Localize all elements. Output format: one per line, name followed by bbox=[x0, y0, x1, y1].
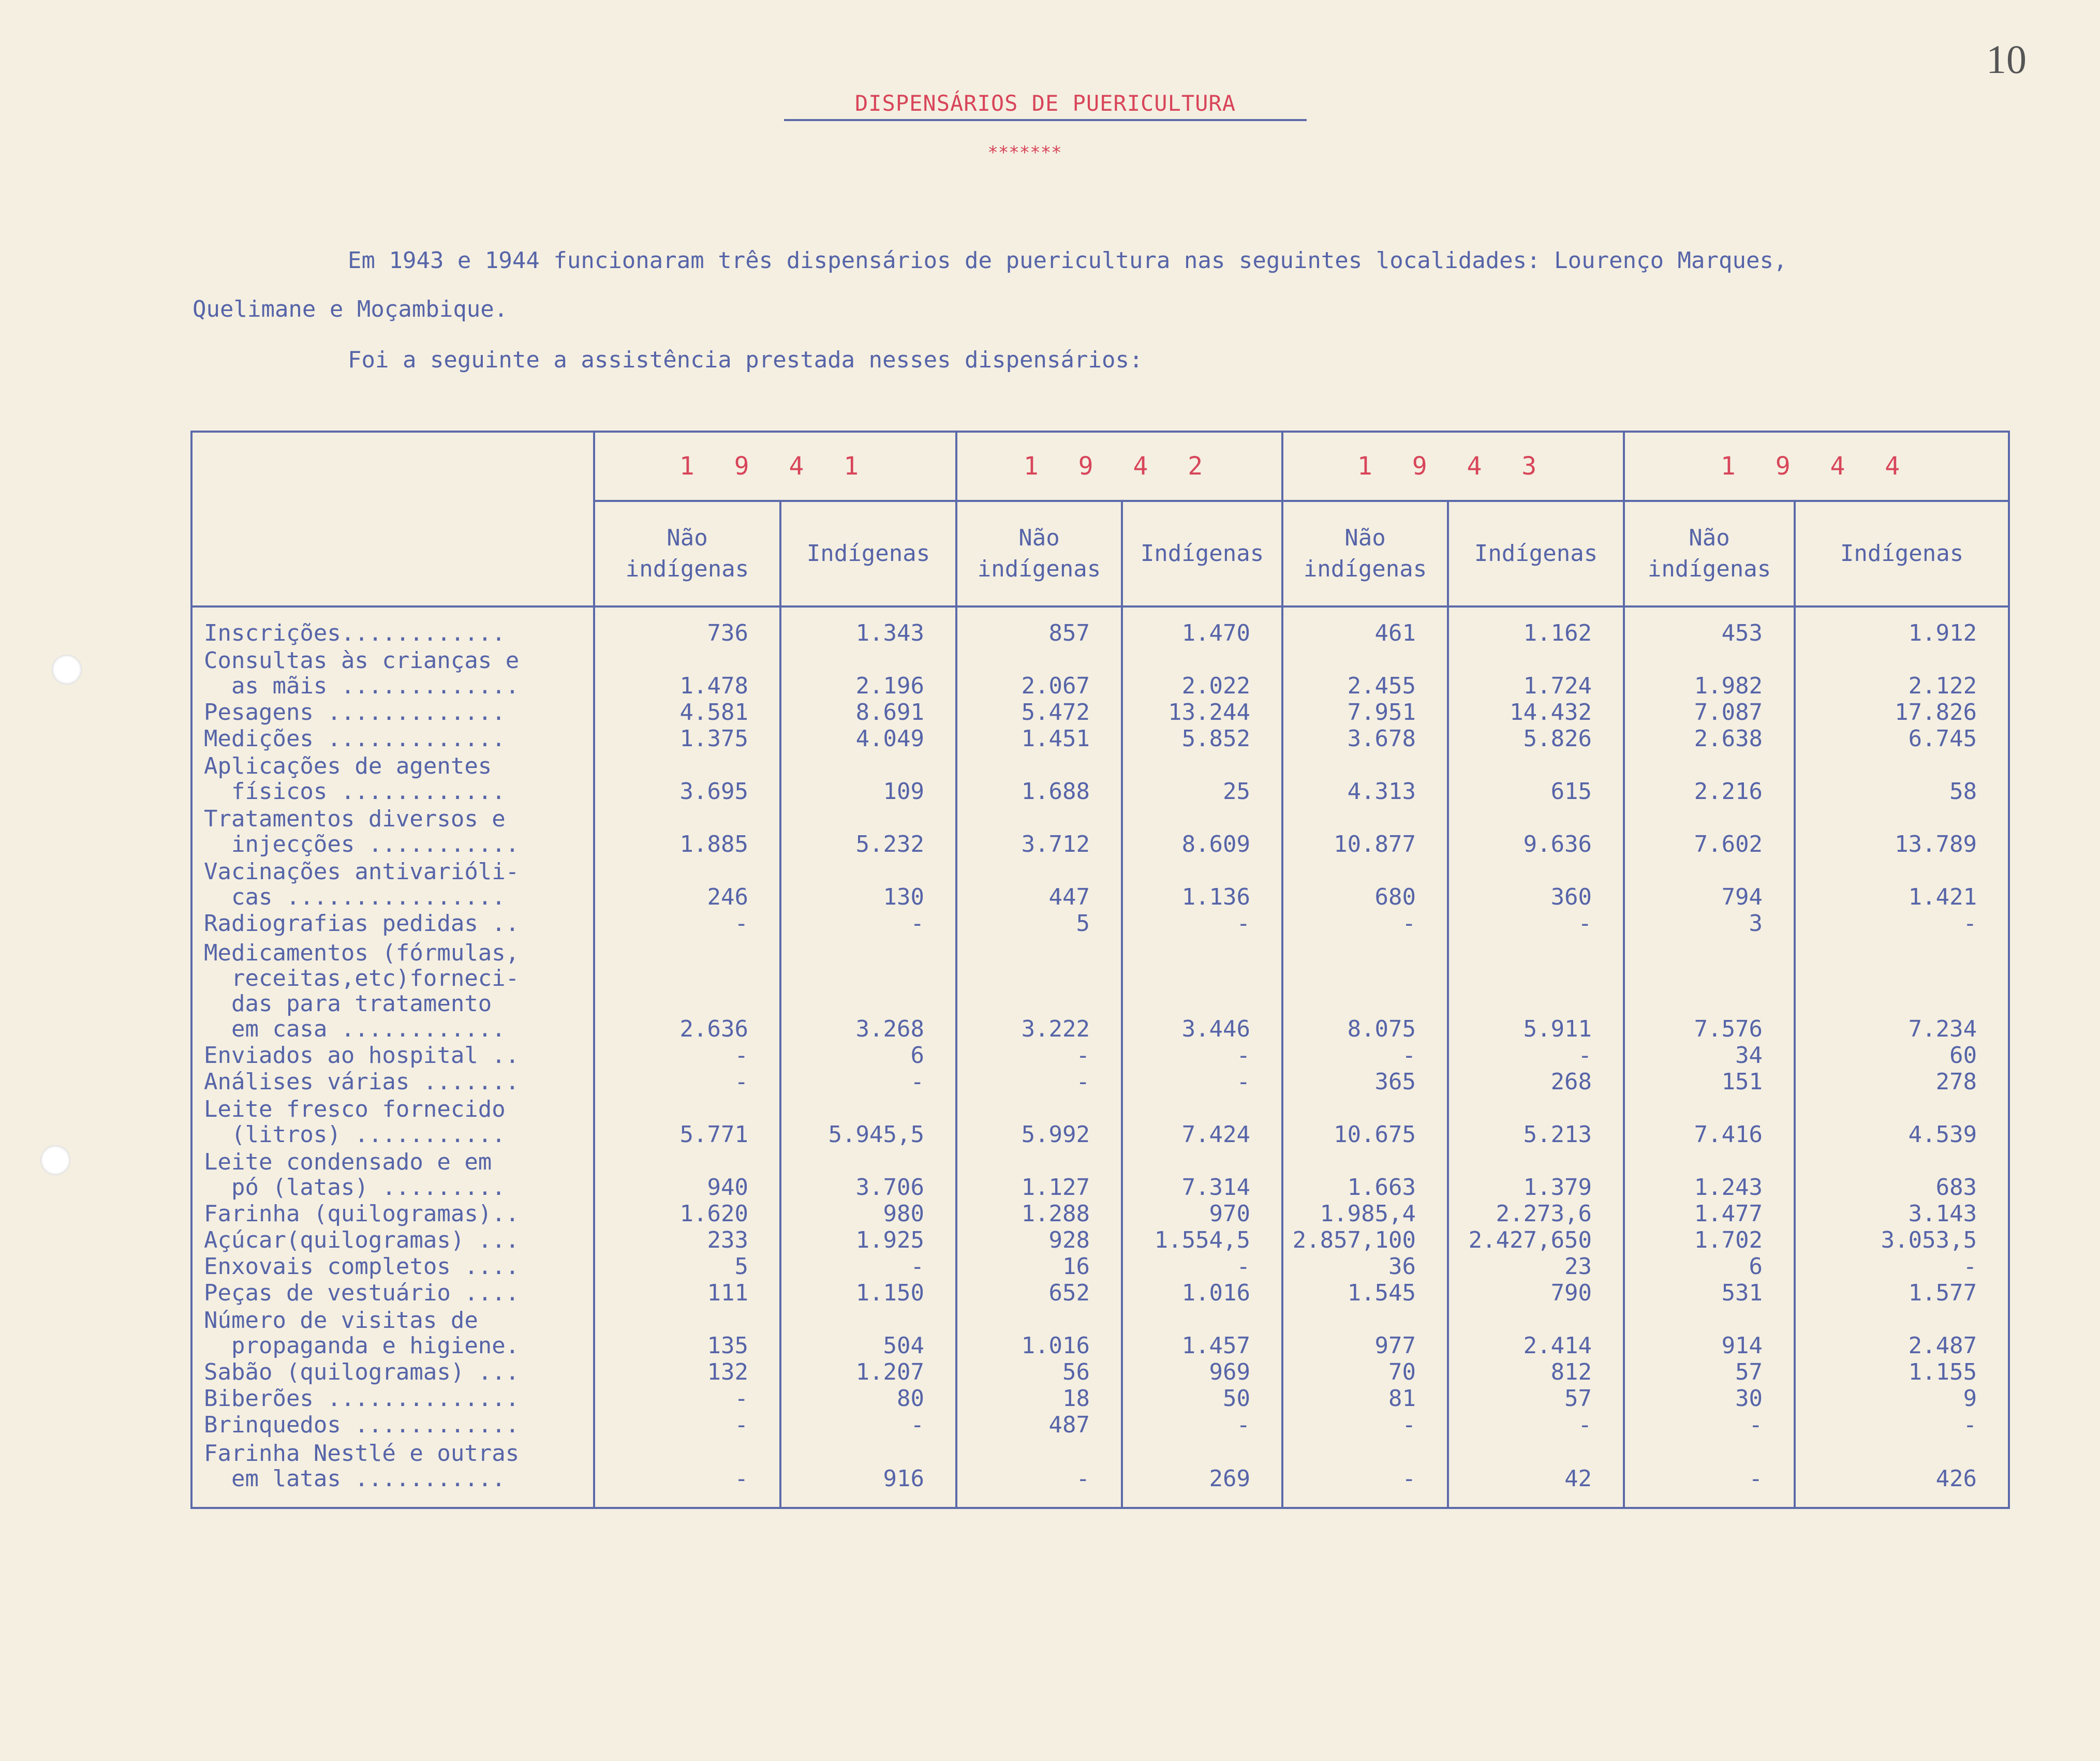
table-cell: 1.478 bbox=[594, 646, 780, 699]
table-cell: 81 bbox=[1282, 1385, 1448, 1411]
table-cell: - bbox=[1448, 1411, 1624, 1438]
table-cell: 9.636 bbox=[1448, 804, 1624, 857]
table-row bbox=[191, 936, 2009, 1042]
table-row bbox=[191, 699, 2009, 725]
row-label: Sabão (quilogramas) ... bbox=[191, 1358, 594, 1385]
table-cell: 1.150 bbox=[780, 1279, 956, 1306]
table-cell: - bbox=[1624, 1411, 1795, 1438]
table-cell: 1.885 bbox=[594, 804, 780, 857]
row-label: Farinha (quilogramas).. bbox=[191, 1200, 594, 1226]
table-cell: 17.826 bbox=[1795, 699, 2009, 725]
row-label: Medições ............. bbox=[191, 725, 594, 751]
table-cell: 1.577 bbox=[1795, 1279, 2009, 1306]
table-cell: 57 bbox=[1448, 1385, 1624, 1411]
table-cell: 132 bbox=[594, 1358, 780, 1385]
table-cell: 151 bbox=[1624, 1068, 1795, 1094]
table-cell: 980 bbox=[780, 1200, 956, 1226]
row-label: Aplicações de agentes físicos ............ bbox=[191, 751, 594, 804]
table-cell: 487 bbox=[956, 1411, 1122, 1438]
table-cell: 3 bbox=[1624, 910, 1795, 936]
intro-paragraph-line-2: Quelimane e Moçambique. bbox=[193, 296, 508, 322]
table-row bbox=[191, 1411, 2009, 1438]
table-cell: 365 bbox=[1282, 1068, 1448, 1094]
table-cell: 2.022 bbox=[1122, 646, 1282, 699]
row-label: Brinquedos ............ bbox=[191, 1411, 594, 1438]
table-cell: 3.712 bbox=[956, 804, 1122, 857]
table-cell: - bbox=[1795, 1253, 2009, 1279]
table-cell: 5.992 bbox=[956, 1094, 1122, 1147]
table-cell: 453 bbox=[1624, 606, 1795, 646]
col-indigenas: Indígenas bbox=[780, 501, 956, 606]
table-cell: 1.545 bbox=[1282, 1279, 1448, 1306]
table-row bbox=[191, 1385, 2009, 1411]
table-cell: - bbox=[1122, 1253, 1282, 1279]
row-label: Leite fresco fornecido (litros) ........... bbox=[191, 1094, 594, 1147]
table-cell: 2.487 bbox=[1795, 1306, 2009, 1358]
table-row bbox=[191, 725, 2009, 751]
table-cell: 8.691 bbox=[780, 699, 956, 725]
table-cell: 5.472 bbox=[956, 699, 1122, 725]
table-cell: 8.609 bbox=[1122, 804, 1282, 857]
table-cell: 7.234 bbox=[1795, 936, 2009, 1042]
table-cell: 736 bbox=[594, 606, 780, 646]
table-cell: 2.216 bbox=[1624, 751, 1795, 804]
year-header-1942: 1 9 4 2 bbox=[956, 432, 1282, 501]
table-cell: - bbox=[1122, 1068, 1282, 1094]
year-header-1941: 1 9 4 1 bbox=[594, 432, 956, 501]
table-cell: - bbox=[1448, 1042, 1624, 1068]
row-label: Pesagens ............. bbox=[191, 699, 594, 725]
table-cell: 1.016 bbox=[956, 1306, 1122, 1358]
table-cell: 2.122 bbox=[1795, 646, 2009, 699]
table-cell: 1.470 bbox=[1122, 606, 1282, 646]
table-cell: 461 bbox=[1282, 606, 1448, 646]
table-cell: 1.421 bbox=[1795, 857, 2009, 910]
table-row bbox=[191, 606, 2009, 646]
table-cell: 14.432 bbox=[1448, 699, 1624, 725]
table-cell: 3.053,5 bbox=[1795, 1226, 2009, 1253]
table-cell: 504 bbox=[780, 1306, 956, 1358]
table-cell: 4.581 bbox=[594, 699, 780, 725]
table-cell: 360 bbox=[1448, 857, 1624, 910]
table-cell: 2.638 bbox=[1624, 725, 1795, 751]
table-row bbox=[191, 804, 2009, 857]
row-label: Biberões .............. bbox=[191, 1385, 594, 1411]
table-cell: 5 bbox=[594, 1253, 780, 1279]
table-row bbox=[191, 1306, 2009, 1358]
row-label: Enxovais completos .... bbox=[191, 1253, 594, 1279]
table-cell: 3.268 bbox=[780, 936, 956, 1042]
table-cell: 7.314 bbox=[1122, 1147, 1282, 1200]
row-label: Medicamentos (fórmulas, receitas,etc)forneci- das para tratamento em casa ............ bbox=[191, 936, 594, 1042]
table-cell: - bbox=[1282, 1438, 1448, 1508]
table-cell: 1.207 bbox=[780, 1358, 956, 1385]
table-cell: 56 bbox=[956, 1358, 1122, 1385]
col-nao-indigenas: Não indígenas bbox=[1282, 501, 1448, 606]
table-cell: - bbox=[1122, 1042, 1282, 1068]
table-cell: 58 bbox=[1795, 751, 2009, 804]
col-indigenas: Indígenas bbox=[1795, 501, 2009, 606]
table-cell: - bbox=[594, 1068, 780, 1094]
table-cell: 652 bbox=[956, 1279, 1122, 1306]
title-ornament: ******* bbox=[987, 142, 1062, 163]
table-cell: - bbox=[594, 910, 780, 936]
table-cell: 7.416 bbox=[1624, 1094, 1795, 1147]
table-cell: 1.724 bbox=[1448, 646, 1624, 699]
row-label: Peças de vestuário .... bbox=[191, 1279, 594, 1306]
table-cell: 812 bbox=[1448, 1358, 1624, 1385]
table-cell: 3.143 bbox=[1795, 1200, 2009, 1226]
table-cell: 5.232 bbox=[780, 804, 956, 857]
table-cell: 57 bbox=[1624, 1358, 1795, 1385]
intro-paragraph-line-3: Foi a seguinte a assistência prestada nesses dispensários: bbox=[348, 347, 1143, 373]
table-cell: 269 bbox=[1122, 1438, 1282, 1508]
intro-paragraph-line-1: Em 1943 e 1944 funcionaram três dispensários de puericultura nas seguintes localidades: Lourenço Marques, bbox=[348, 247, 1787, 274]
table-cell: 1.688 bbox=[956, 751, 1122, 804]
page-number: 10 bbox=[1986, 37, 2027, 82]
table-cell: 2.273,6 bbox=[1448, 1200, 1624, 1226]
table-cell: 60 bbox=[1795, 1042, 2009, 1068]
table-cell: 3.678 bbox=[1282, 725, 1448, 751]
table-cell: - bbox=[1122, 910, 1282, 936]
table-cell: 531 bbox=[1624, 1279, 1795, 1306]
table-cell: 928 bbox=[956, 1226, 1122, 1253]
table-cell: 3.695 bbox=[594, 751, 780, 804]
table-cell: 683 bbox=[1795, 1147, 2009, 1200]
row-label: Radiografias pedidas .. bbox=[191, 910, 594, 936]
table-cell: 1.982 bbox=[1624, 646, 1795, 699]
table-cell: - bbox=[956, 1042, 1122, 1068]
row-label: Leite condensado e em pó (latas) ......... bbox=[191, 1147, 594, 1200]
table-cell: 233 bbox=[594, 1226, 780, 1253]
table-row bbox=[191, 1042, 2009, 1068]
table-cell: - bbox=[956, 1438, 1122, 1508]
table-cell: 1.155 bbox=[1795, 1358, 2009, 1385]
col-indigenas: Indígenas bbox=[1448, 501, 1624, 606]
table-cell: 6 bbox=[780, 1042, 956, 1068]
table-cell: 7.087 bbox=[1624, 699, 1795, 725]
table-cell: - bbox=[1795, 910, 2009, 936]
row-label: Vacinações antivarióli- cas ................ bbox=[191, 857, 594, 910]
dispensary-assistance-table bbox=[190, 431, 2010, 1509]
table-cell: 8.075 bbox=[1282, 936, 1448, 1042]
binder-hole-top bbox=[52, 655, 82, 685]
table-cell: 1.243 bbox=[1624, 1147, 1795, 1200]
row-label: Açúcar(quilogramas) ... bbox=[191, 1226, 594, 1253]
table-cell: 5.945,5 bbox=[780, 1094, 956, 1147]
table-cell: 969 bbox=[1122, 1358, 1282, 1385]
table-cell: 2.857,100 bbox=[1282, 1226, 1448, 1253]
table-cell: 5.852 bbox=[1122, 725, 1282, 751]
table-cell: - bbox=[780, 1411, 956, 1438]
table-cell: 977 bbox=[1282, 1306, 1448, 1358]
table-cell: 246 bbox=[594, 857, 780, 910]
table-cell: 6.745 bbox=[1795, 725, 2009, 751]
table-cell: 794 bbox=[1624, 857, 1795, 910]
table-cell: 16 bbox=[956, 1253, 1122, 1279]
table-cell: 447 bbox=[956, 857, 1122, 910]
year-header-row bbox=[191, 432, 2009, 501]
table-cell: 278 bbox=[1795, 1068, 2009, 1094]
table-cell: 1.663 bbox=[1282, 1147, 1448, 1200]
table-cell: 7.424 bbox=[1122, 1094, 1282, 1147]
table-cell: 3.706 bbox=[780, 1147, 956, 1200]
year-header-1944: 1 9 4 4 bbox=[1624, 432, 2009, 501]
table-cell: 4.539 bbox=[1795, 1094, 2009, 1147]
table-row bbox=[191, 1438, 2009, 1508]
binder-hole-bottom bbox=[40, 1145, 70, 1175]
table-cell: 426 bbox=[1795, 1438, 2009, 1508]
table-cell: 1.457 bbox=[1122, 1306, 1282, 1358]
table-cell: 268 bbox=[1448, 1068, 1624, 1094]
row-label: Tratamentos diversos e injecções ........... bbox=[191, 804, 594, 857]
table-cell: - bbox=[1282, 1411, 1448, 1438]
table-cell: - bbox=[1624, 1438, 1795, 1508]
table-cell: 30 bbox=[1624, 1385, 1795, 1411]
col-nao-indigenas: Não indígenas bbox=[594, 501, 780, 606]
row-label: Farinha Nestlé e outras em latas ........... bbox=[191, 1438, 594, 1508]
table-cell: 970 bbox=[1122, 1200, 1282, 1226]
table-cell: 9 bbox=[1795, 1385, 2009, 1411]
table-row bbox=[191, 1253, 2009, 1279]
table-cell: 42 bbox=[1448, 1438, 1624, 1508]
table-cell: 1.912 bbox=[1795, 606, 2009, 646]
year-header-1943: 1 9 4 3 bbox=[1282, 432, 1624, 501]
table-cell: - bbox=[956, 1068, 1122, 1094]
table-cell: 1.702 bbox=[1624, 1226, 1795, 1253]
table-row bbox=[191, 910, 2009, 936]
table-cell: 25 bbox=[1122, 751, 1282, 804]
table-row bbox=[191, 1279, 2009, 1306]
table-cell: 70 bbox=[1282, 1358, 1448, 1385]
table-row bbox=[191, 646, 2009, 699]
table-cell: 6 bbox=[1624, 1253, 1795, 1279]
table-cell: 1.925 bbox=[780, 1226, 956, 1253]
table-cell: 109 bbox=[780, 751, 956, 804]
table-cell: 23 bbox=[1448, 1253, 1624, 1279]
table-cell: - bbox=[594, 1411, 780, 1438]
table-cell: 4.049 bbox=[780, 725, 956, 751]
table-cell: 1.127 bbox=[956, 1147, 1122, 1200]
table-cell: 130 bbox=[780, 857, 956, 910]
table-cell: 5.826 bbox=[1448, 725, 1624, 751]
table-cell: 2.636 bbox=[594, 936, 780, 1042]
table-cell: 1.016 bbox=[1122, 1279, 1282, 1306]
row-label: Consultas às crianças e as mãis ............. bbox=[191, 646, 594, 699]
table-cell: 5.911 bbox=[1448, 936, 1624, 1042]
document-title: DISPENSÁRIOS DE PUERICULTURA bbox=[784, 91, 1307, 121]
table-cell: - bbox=[780, 1068, 956, 1094]
table-cell: 1.136 bbox=[1122, 857, 1282, 910]
table-cell: 3.446 bbox=[1122, 936, 1282, 1042]
table-cell: 1.162 bbox=[1448, 606, 1624, 646]
table-cell: - bbox=[1282, 910, 1448, 936]
table-cell: 50 bbox=[1122, 1385, 1282, 1411]
table-cell: 1.620 bbox=[594, 1200, 780, 1226]
table-row bbox=[191, 1068, 2009, 1094]
col-nao-indigenas: Não indígenas bbox=[1624, 501, 1795, 606]
table-cell: 13.244 bbox=[1122, 699, 1282, 725]
table-cell: 4.313 bbox=[1282, 751, 1448, 804]
table-cell: 3.222 bbox=[956, 936, 1122, 1042]
table-cell: - bbox=[1795, 1411, 2009, 1438]
table-cell: 1.343 bbox=[780, 606, 956, 646]
table-cell: 7.602 bbox=[1624, 804, 1795, 857]
table-cell: - bbox=[780, 910, 956, 936]
table-cell: 5 bbox=[956, 910, 1122, 936]
table-cell: - bbox=[594, 1385, 780, 1411]
table-row bbox=[191, 751, 2009, 804]
table-row bbox=[191, 1226, 2009, 1253]
table-cell: 914 bbox=[1624, 1306, 1795, 1358]
row-label: Inscrições............ bbox=[191, 606, 594, 646]
table-cell: 36 bbox=[1282, 1253, 1448, 1279]
table-cell: 1.477 bbox=[1624, 1200, 1795, 1226]
table-cell: - bbox=[1122, 1411, 1282, 1438]
row-label: Análises várias ....... bbox=[191, 1068, 594, 1094]
table-cell: 18 bbox=[956, 1385, 1122, 1411]
table-cell: 2.427,650 bbox=[1448, 1226, 1624, 1253]
table-cell: 135 bbox=[594, 1306, 780, 1358]
row-label: Número de visitas de propaganda e higiene. bbox=[191, 1306, 594, 1358]
table-cell: 7.951 bbox=[1282, 699, 1448, 725]
table-cell: 857 bbox=[956, 606, 1122, 646]
table-cell: 111 bbox=[594, 1279, 780, 1306]
table-cell: 1.375 bbox=[594, 725, 780, 751]
table-cell: 916 bbox=[780, 1438, 956, 1508]
table-cell: 1.554,5 bbox=[1122, 1226, 1282, 1253]
table-cell: 7.576 bbox=[1624, 936, 1795, 1042]
table-row bbox=[191, 1358, 2009, 1385]
table-row bbox=[191, 1200, 2009, 1226]
table-cell: 680 bbox=[1282, 857, 1448, 910]
table-cell: - bbox=[594, 1042, 780, 1068]
table-cell: 940 bbox=[594, 1147, 780, 1200]
table-cell: 5.771 bbox=[594, 1094, 780, 1147]
table-row bbox=[191, 857, 2009, 910]
table-body bbox=[191, 606, 2009, 1508]
table-cell: 2.196 bbox=[780, 646, 956, 699]
table-cell: 1.379 bbox=[1448, 1147, 1624, 1200]
table-cell: 2.067 bbox=[956, 646, 1122, 699]
table-corner-cell bbox=[191, 432, 594, 606]
col-indigenas: Indígenas bbox=[1122, 501, 1282, 606]
table-cell: 13.789 bbox=[1795, 804, 2009, 857]
col-nao-indigenas: Não indígenas bbox=[956, 501, 1122, 606]
table-cell: 10.877 bbox=[1282, 804, 1448, 857]
table-cell: 1.985,4 bbox=[1282, 1200, 1448, 1226]
table-row bbox=[191, 1094, 2009, 1147]
row-label: Enviados ao hospital .. bbox=[191, 1042, 594, 1068]
table-cell: - bbox=[1448, 910, 1624, 936]
table-cell: - bbox=[594, 1438, 780, 1508]
table-cell: 10.675 bbox=[1282, 1094, 1448, 1147]
table-cell: 790 bbox=[1448, 1279, 1624, 1306]
table-cell: 34 bbox=[1624, 1042, 1795, 1068]
table-cell: - bbox=[1282, 1042, 1448, 1068]
table-cell: 5.213 bbox=[1448, 1094, 1624, 1147]
table-cell: - bbox=[780, 1253, 956, 1279]
table-cell: 2.455 bbox=[1282, 646, 1448, 699]
table-cell: 80 bbox=[780, 1385, 956, 1411]
table-cell: 2.414 bbox=[1448, 1306, 1624, 1358]
table-row bbox=[191, 1147, 2009, 1200]
table-cell: 1.451 bbox=[956, 725, 1122, 751]
table-cell: 1.288 bbox=[956, 1200, 1122, 1226]
table-cell: 615 bbox=[1448, 751, 1624, 804]
